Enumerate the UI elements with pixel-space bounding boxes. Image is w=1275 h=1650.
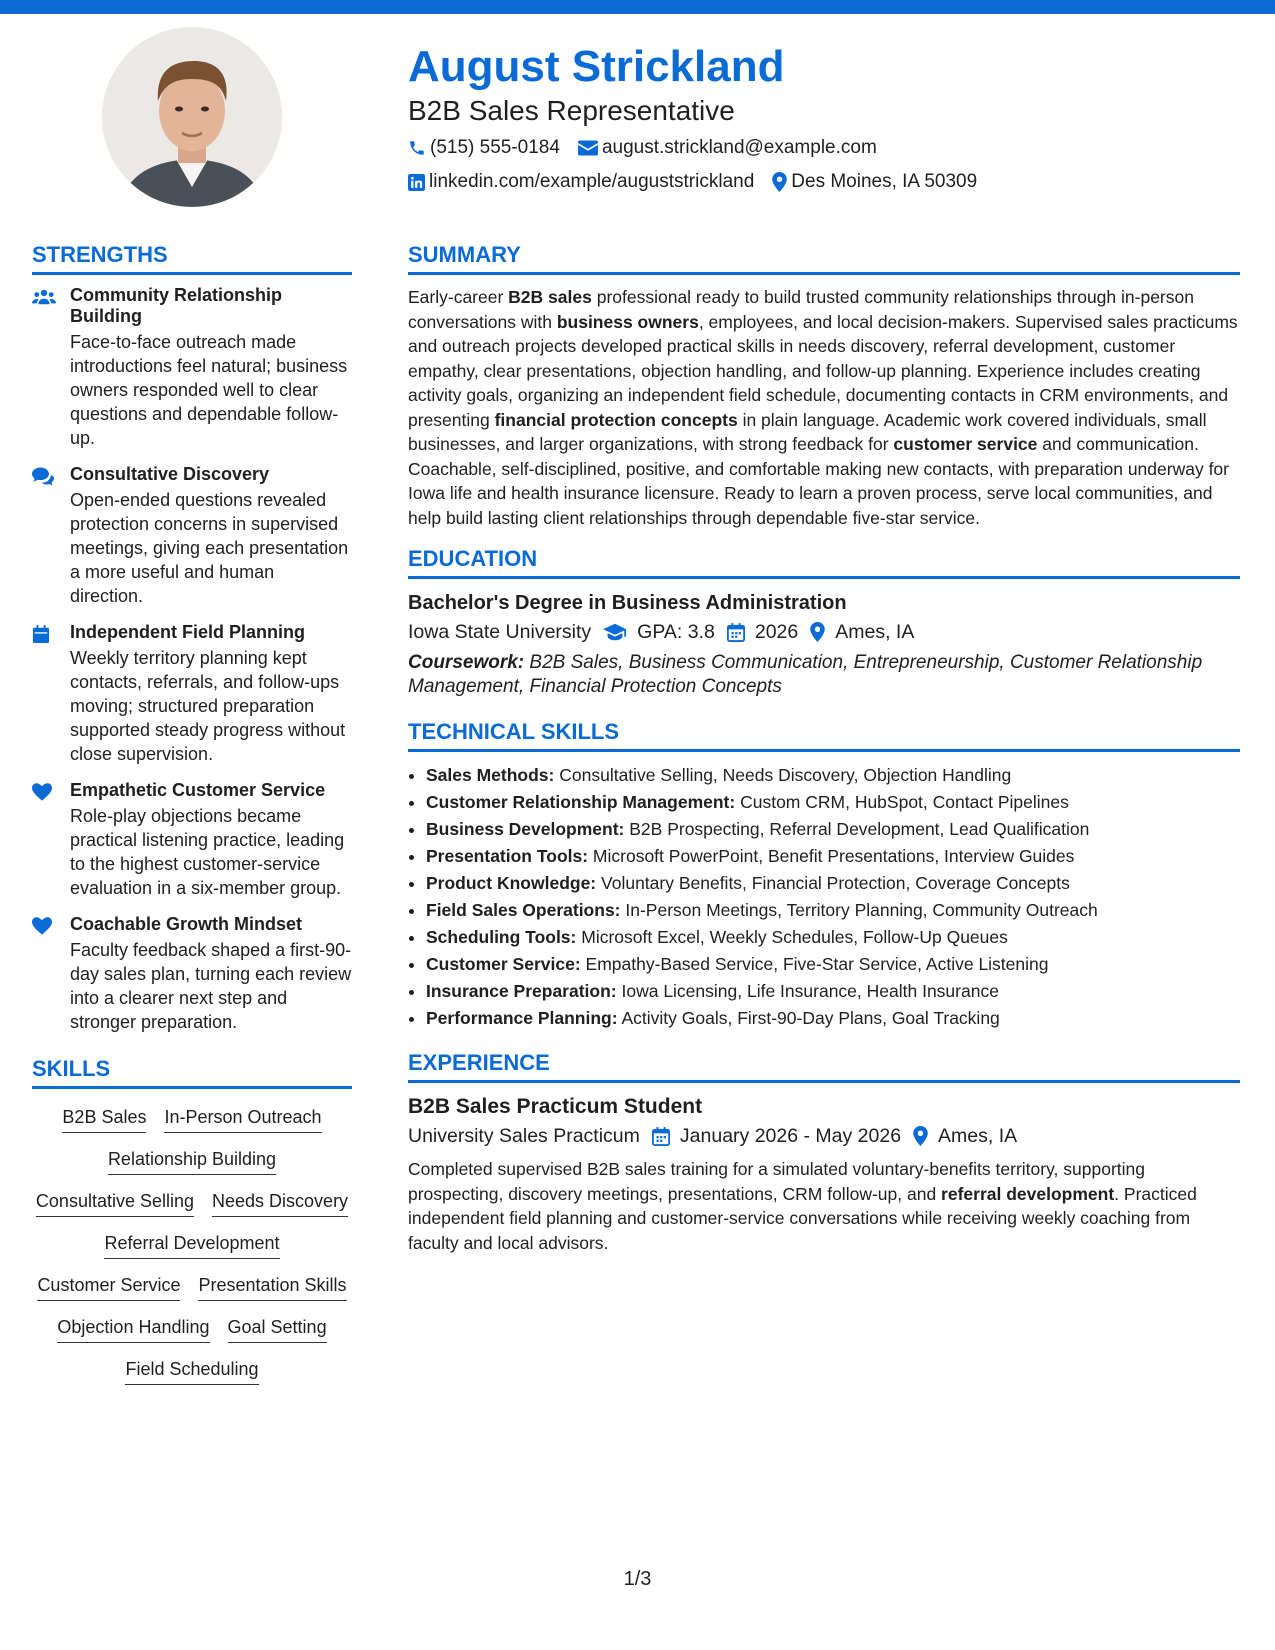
coursework-text: B2B Sales, Business Communication, Entrepreneurship, Customer Relationship Management, Financial Protection Concepts xyxy=(408,652,1203,697)
text-run: . Practiced independent field planning and customer-service conversations while receiving weekly coaching from faculty and local advisors. xyxy=(408,1183,1197,1253)
technical-skill-value: Consultative Selling, Needs Discovery, Objection Handling xyxy=(554,765,1012,785)
strengths-heading: STRENGTHS xyxy=(32,240,352,275)
skill-tag: Customer Service xyxy=(37,1273,180,1301)
strength-description: Role-play objections became practical listening practice, leading to the highest customer-service evaluation in a six-member group. xyxy=(70,806,345,898)
strength-body xyxy=(70,780,352,900)
right-column xyxy=(408,240,1240,1269)
year-text: 2026 xyxy=(754,621,799,643)
edu-location-item xyxy=(810,617,914,647)
job-title: B2B Sales Practicum Student xyxy=(408,1095,703,1118)
email-item[interactable] xyxy=(578,134,877,162)
technical-skill-item xyxy=(426,816,1240,843)
strength-title: Independent Field Planning xyxy=(70,622,306,642)
strength-item xyxy=(32,464,352,608)
phone-text: (515) 555-0184 xyxy=(430,137,560,158)
linkedin-icon xyxy=(408,174,425,191)
technical-skills-list xyxy=(408,762,1240,1032)
strength-description: Faculty feedback shaped a first-90-day sales plan, turning each review into a clearer next step and stronger preparation. xyxy=(70,940,352,1032)
technical-skill-label: Presentation Tools: xyxy=(426,846,589,866)
technical-skill-label: Sales Methods: xyxy=(426,765,555,785)
technical-skill-label: Performance Planning: xyxy=(426,1008,618,1028)
technical-skill-value: In-Person Meetings, Territory Planning, Community Outreach xyxy=(620,900,1098,920)
technical-skill-label: Customer Relationship Management: xyxy=(426,792,736,812)
calendar-icon xyxy=(727,623,745,642)
strength-item xyxy=(32,914,352,1034)
skill-tag: B2B Sales xyxy=(62,1105,146,1133)
calendar-icon xyxy=(652,1127,670,1146)
strength-body xyxy=(70,914,352,1034)
skill-tag: Consultative Selling xyxy=(36,1189,194,1217)
school-item xyxy=(408,617,591,647)
technical-skill-label: Customer Service: xyxy=(426,954,581,974)
candidate-name: August Strickland xyxy=(408,42,785,91)
technical-skill-item xyxy=(426,762,1240,789)
page-number: 1/3 xyxy=(623,1568,652,1590)
dates-text: January 2026 - May 2026 xyxy=(679,1125,902,1147)
bold-phrase: customer service xyxy=(893,434,1038,454)
technical-skill-label: Insurance Preparation: xyxy=(426,981,617,1001)
summary-heading: SUMMARY xyxy=(408,240,1240,275)
text-run: professional ready to build trusted community relationships through in-person conversations with xyxy=(408,287,1194,332)
experience-heading: EXPERIENCE xyxy=(408,1048,1240,1083)
technical-skill-label: Business Development: xyxy=(426,819,625,839)
technical-skill-item xyxy=(426,789,1240,816)
text-run: Early-career xyxy=(408,287,509,307)
technical-skill-value: Activity Goals, First-90-Day Plans, Goal Tracking xyxy=(617,1008,1000,1028)
contact-row-1 xyxy=(408,134,1248,162)
skill-tag: Presentation Skills xyxy=(198,1273,346,1301)
skill-tag: In-Person Outreach xyxy=(164,1105,321,1133)
graduation-cap-icon xyxy=(603,623,627,641)
strength-description: Open-ended questions revealed protection concerns in supervised meetings, giving each presentation a more useful and human direction. xyxy=(70,490,349,606)
chat-icon xyxy=(32,464,70,608)
bold-phrase: referral development xyxy=(941,1183,1115,1204)
experience-meta xyxy=(408,1121,1240,1151)
strength-body xyxy=(70,285,352,450)
text-run: , employees, and local decision-makers. Supervised sales practicums and outreach projects developed practical skills in needs discovery, referral development, customer empathy, clear presentations, objection handling, and follow-up planning. Experience includes creating activity goals, organizing an independent field schedule, documenting contacts in CRM environments, and presenting xyxy=(408,311,1238,430)
technical-skill-value: Microsoft PowerPoint, Benefit Presentations, Interview Guides xyxy=(588,846,1075,866)
skill-tag: Objection Handling xyxy=(57,1315,209,1343)
year-item xyxy=(727,617,798,647)
heart-icon xyxy=(32,914,70,1034)
technical-skill-item xyxy=(426,951,1240,978)
org-name: University Sales Practicum xyxy=(408,1125,640,1147)
strength-body xyxy=(70,622,352,766)
candidate-title: B2B Sales Representative xyxy=(408,95,735,126)
skill-tag: Goal Setting xyxy=(228,1315,327,1343)
strength-item xyxy=(32,285,352,450)
coursework-label: Coursework: xyxy=(408,652,525,673)
technical-skill-item xyxy=(426,1005,1240,1032)
phone-icon xyxy=(408,139,426,157)
dates-item xyxy=(652,1121,901,1151)
coursework xyxy=(408,651,1240,699)
technical-skill-value: Voluntary Benefits, Financial Protection, Coverage Concepts xyxy=(596,873,1070,893)
summary-text xyxy=(408,285,1240,530)
technical-skill-value: Custom CRM, HubSpot, Contact Pipelines xyxy=(735,792,1069,812)
technical-skill-item xyxy=(426,843,1240,870)
email-text[interactable]: august.strickland@example.com xyxy=(601,137,877,158)
technical-skill-value: Empathy-Based Service, Five-Star Service, Active Listening xyxy=(580,954,1049,974)
location-text: Des Moines, IA 50309 xyxy=(791,171,978,192)
text-run: and communication. Coachable, self-disciplined, positive, and comfortable making new contacts, with preparation underway for Iowa life and health insurance licensure. Ready to learn a proven process, serve local communities, and help build lasting client relationships through dependable five-star service. xyxy=(408,434,1229,528)
users-icon xyxy=(32,285,70,450)
strength-title: Empathetic Customer Service xyxy=(70,780,326,800)
contact-row-2 xyxy=(408,168,1248,196)
strength-description: Face-to-face outreach made introductions feel natural; business owners responded well to clear questions and dependable follow-up. xyxy=(70,332,348,448)
strengths-list xyxy=(32,285,352,1034)
strength-title: Community Relationship Building xyxy=(70,285,283,326)
location-item xyxy=(772,168,977,196)
text-run: in plain language. Academic work covered individuals, small businesses, and larger organizations, with strong feedback for xyxy=(408,409,1207,454)
edu-location-text: Ames, IA xyxy=(835,621,915,643)
bold-phrase: financial protection concepts xyxy=(494,409,738,430)
technical-skill-label: Field Sales Operations: xyxy=(426,900,621,920)
technical-skill-value: Iowa Licensing, Life Insurance, Health Insurance xyxy=(616,981,999,1001)
school-name: Iowa State University xyxy=(408,621,592,643)
degree-title: Bachelor's Degree in Business Administration xyxy=(408,592,847,614)
technical-skill-item xyxy=(426,897,1240,924)
strength-item xyxy=(32,780,352,900)
linkedin-text[interactable]: linkedin.com/example/auguststrickland xyxy=(429,171,755,192)
text-run: Completed supervised B2B sales training for a simulated voluntary-benefits territory, supporting prospecting, discovery meetings, presentations, CRM follow-up, and xyxy=(408,1159,1145,1204)
education-meta xyxy=(408,617,1240,647)
calendar-icon xyxy=(32,622,70,766)
bold-phrase: B2B sales xyxy=(508,287,592,307)
technical-skill-label: Scheduling Tools: xyxy=(426,927,577,947)
heart-icon xyxy=(32,780,70,900)
strength-title: Coachable Growth Mindset xyxy=(70,914,303,934)
technical-skill-item xyxy=(426,924,1240,951)
left-column xyxy=(32,240,352,1385)
resume-header xyxy=(408,40,1248,196)
map-pin-icon xyxy=(810,622,825,642)
education-heading: EDUCATION xyxy=(408,544,1240,579)
skill-tag: Field Scheduling xyxy=(125,1357,258,1385)
technical-skill-item xyxy=(426,978,1240,1005)
technical-skills-heading: TECHNICAL SKILLS xyxy=(408,717,1240,752)
org-item xyxy=(408,1121,640,1151)
envelope-icon xyxy=(578,140,598,156)
linkedin-item[interactable] xyxy=(408,168,754,196)
top-accent-bar xyxy=(0,0,1275,14)
skill-tag: Needs Discovery xyxy=(212,1189,348,1217)
exp-location-text: Ames, IA xyxy=(938,1125,1018,1147)
gpa-text: GPA: 3.8 xyxy=(637,621,715,643)
skills-list xyxy=(32,1099,352,1385)
experience-description xyxy=(408,1157,1240,1255)
technical-skill-value: B2B Prospecting, Referral Development, Lead Qualification xyxy=(624,819,1090,839)
technical-skill-label: Product Knowledge: xyxy=(426,873,597,893)
profile-photo xyxy=(102,27,282,207)
strength-title: Consultative Discovery xyxy=(70,464,270,484)
strength-description: Weekly territory planning kept contacts, referrals, and follow-ups moving; structured preparation supported steady progress without close supervision. xyxy=(70,648,346,764)
map-pin-icon xyxy=(913,1126,928,1146)
map-pin-icon xyxy=(772,172,787,192)
exp-location-item xyxy=(913,1121,1017,1151)
technical-skill-value: Microsoft Excel, Weekly Schedules, Follow-Up Queues xyxy=(576,927,1008,947)
technical-skill-item xyxy=(426,870,1240,897)
strength-item xyxy=(32,622,352,766)
bold-phrase: business owners xyxy=(556,311,699,332)
skill-tag: Relationship Building xyxy=(108,1147,276,1175)
gpa-item xyxy=(603,617,715,647)
skill-tag: Referral Development xyxy=(104,1231,279,1259)
strength-body xyxy=(70,464,352,608)
phone-item xyxy=(408,134,560,162)
skills-heading: SKILLS xyxy=(32,1054,352,1089)
